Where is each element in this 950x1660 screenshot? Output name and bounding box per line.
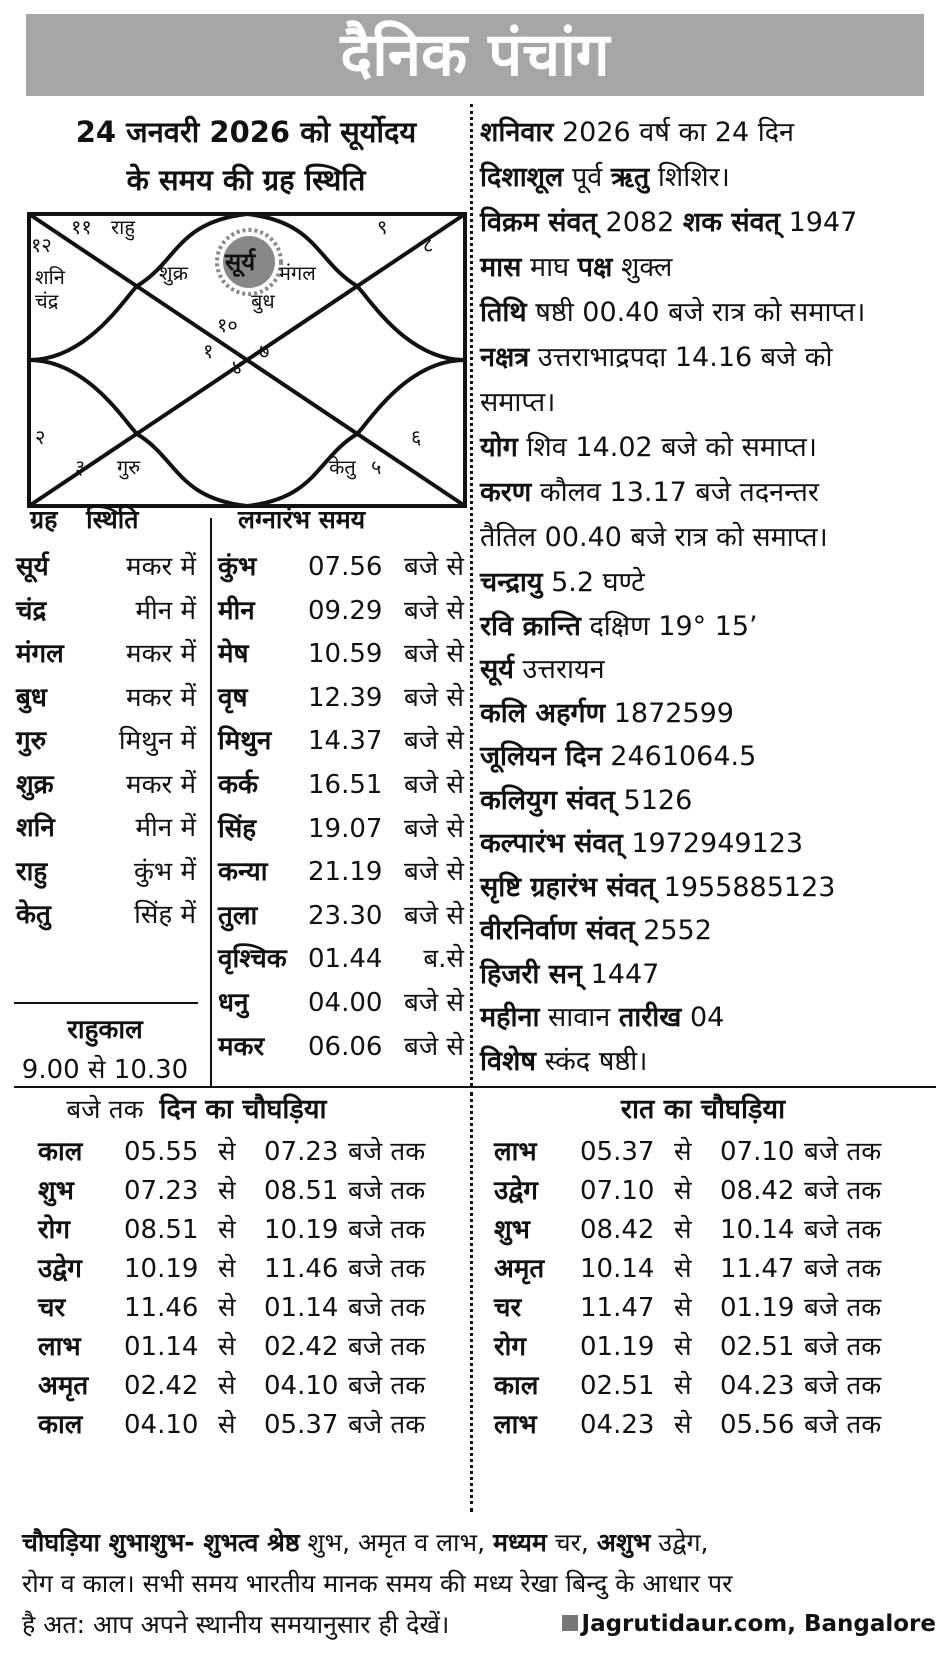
choghadiya-suffix: बजे तक [348, 1410, 426, 1440]
choghadiya-se: से [218, 1410, 236, 1440]
panchang-value: शिशिर। [649, 162, 730, 193]
graha-name: चंद्र [16, 595, 47, 626]
chart-heading-line1: 24 जनवरी 2026 को सूर्योदय [75, 115, 417, 149]
choghadiya-name: चर [38, 1293, 66, 1323]
choghadiya-to: 05.56 [720, 1410, 795, 1440]
choghadiya-name: रोग [38, 1215, 71, 1245]
choghadiya-row [494, 1171, 914, 1212]
lagna-time: 21.19 [308, 857, 383, 888]
house-7-label: ७ [259, 339, 270, 363]
panchang-line [480, 647, 935, 691]
lagna-time: 06.06 [308, 1031, 383, 1062]
choghadiya-to: 07.10 [720, 1137, 795, 1167]
lagna-name: सिंह [218, 813, 257, 844]
footer-key: अशुभ [596, 1528, 651, 1557]
lagna-row [218, 806, 464, 852]
house-2-label: २ [35, 425, 46, 449]
panchang-key: विशेष [480, 1045, 536, 1077]
choghadiya-suffix: बजे तक [348, 1332, 426, 1362]
choghadiya-suffix: बजे तक [348, 1176, 426, 1206]
lagna-name: कुंभ [218, 552, 257, 582]
choghadiya-row [38, 1210, 458, 1251]
graha-name: मंगल [16, 639, 64, 669]
panchang-key: मास [480, 252, 522, 283]
panchang-details [480, 110, 935, 1082]
panchang-value: 1947 [780, 207, 858, 238]
graha-position: सिंह में [134, 900, 196, 930]
graha-row [16, 544, 196, 590]
choghadiya-to: 05.37 [264, 1410, 339, 1440]
panchang-line [480, 470, 935, 515]
choghadiya-se: से [218, 1293, 236, 1323]
choghadiya-name: रोग [494, 1332, 527, 1362]
panchang-value: शिव 14.02 बजे को समाप्त। [517, 432, 817, 463]
graha-position: मीन में [135, 813, 196, 843]
panchang-line [480, 200, 935, 245]
choghadiya-se: से [674, 1371, 692, 1401]
choghadiya-se: से [674, 1137, 692, 1167]
lagna-name: वृश्चिक [218, 944, 287, 975]
house-3-label: ३ [75, 455, 86, 479]
panchang-value: दक्षिण 19° 15’ [580, 610, 758, 642]
planet-budh: बुध [251, 289, 275, 313]
choghadiya-se: से [674, 1254, 692, 1284]
graha-position: मकर में [126, 639, 196, 669]
lagna-time: 09.29 [308, 595, 383, 626]
graha-row [16, 762, 196, 808]
choghadiya-to: 02.42 [264, 1332, 339, 1362]
choghadiya-from: 07.10 [580, 1176, 655, 1206]
choghadiya-from: 10.19 [124, 1254, 199, 1284]
planet-surya: सूर्य [225, 248, 256, 276]
footer-key: मध्यम [493, 1528, 547, 1557]
site-name: Jagrutidaur.com, Bangalore [581, 1611, 936, 1637]
graha-header-a: ग्रह [30, 505, 58, 534]
panchang-line [480, 335, 935, 380]
page-title: दैनिक पंचांग [26, 14, 924, 96]
panchang-key: सृष्टि ग्रहारंभ संवत् [480, 871, 656, 903]
choghadiya-se: से [674, 1410, 692, 1440]
panchang-line [480, 995, 935, 1039]
footer-note [22, 1522, 936, 1645]
choghadiya-se: से [674, 1293, 692, 1323]
lagna-suffix: बजे से [404, 900, 464, 931]
lagna-time: 07.56 [308, 552, 383, 582]
panchang-key: वीरनिर्वाण संवत् [480, 915, 635, 946]
panchang-key: चन्द्रायु [480, 567, 543, 598]
graha-position: मिथुन में [118, 726, 196, 756]
lagna-suffix: बजे से [404, 726, 464, 757]
choghadiya-name: लाभ [494, 1137, 537, 1167]
panchang-key: रवि क्रान्ति [480, 610, 581, 642]
choghadiya-to: 08.42 [720, 1176, 795, 1206]
graha-row [16, 675, 196, 721]
panchang-line [480, 778, 935, 822]
graha-row [16, 631, 196, 677]
panchang-line [480, 380, 935, 425]
choghadiya-to: 01.14 [264, 1293, 339, 1323]
choghadiya-suffix: बजे तक [348, 1254, 426, 1284]
house-6-label: ६ [411, 425, 422, 449]
chart-heading-line2: के समय की ग्रह स्थिति [126, 163, 366, 197]
choghadiya-row [38, 1366, 458, 1407]
choghadiya-row [38, 1249, 458, 1290]
choghadiya-to: 11.46 [264, 1254, 339, 1284]
choghadiya-row [494, 1132, 914, 1173]
panchang-value: 1447 [582, 958, 660, 990]
choghadiya-to: 11.47 [720, 1254, 795, 1284]
panchang-line [480, 245, 935, 290]
panchang-key: हिजरी सन् [480, 958, 583, 990]
panchang-line [480, 908, 935, 952]
lagna-time: 14.37 [308, 726, 383, 757]
choghadiya-to: 08.51 [264, 1176, 339, 1206]
panchang-key: करण [480, 477, 532, 508]
panchang-value: उत्तरायन [513, 654, 605, 685]
choghadiya-se: से [218, 1371, 236, 1401]
graha-position: मकर में [126, 682, 196, 713]
panchang-key: पक्ष [577, 252, 613, 283]
choghadiya-to: 04.23 [720, 1371, 795, 1401]
choghadiya-suffix: बजे तक [348, 1293, 426, 1323]
choghadiya-suffix: बजे तक [804, 1254, 882, 1284]
choghadiya-suffix: बजे तक [804, 1410, 882, 1440]
planet-mangal: मंगल [279, 261, 316, 285]
panchang-line [480, 691, 935, 735]
graha-name: सूर्य [16, 552, 49, 582]
choghadiya-suffix: बजे तक [804, 1137, 882, 1167]
lagna-suffix: बजे से [404, 1031, 464, 1062]
planet-shani: शनि [35, 265, 65, 289]
panchang-line [480, 110, 935, 155]
choghadiya-name: लाभ [494, 1410, 537, 1440]
house-5-label: ५ [371, 455, 382, 479]
panchang-line [480, 425, 935, 470]
panchang-key: कल्पारंभ संवत् [480, 828, 623, 859]
panchang-value: उत्तराभाद्रपदा 14.16 बजे को [529, 342, 833, 373]
lagna-name: धनु [218, 988, 249, 1018]
lagna-row [218, 762, 464, 808]
rahukaal-suffix: बजे तक [66, 1095, 144, 1125]
column-divider [470, 104, 473, 1086]
panchang-line [480, 952, 935, 996]
choghadiya-from: 02.42 [124, 1371, 199, 1401]
panchang-value: 1972949123 [622, 828, 804, 859]
choghadiya-se: से [674, 1332, 692, 1362]
panchang-value: सावान [539, 1002, 619, 1033]
choghadiya-to: 01.19 [720, 1293, 795, 1323]
choghadiya-se: से [218, 1332, 236, 1362]
panchang-value: कौलव 13.17 बजे तदनन्तर [531, 477, 819, 508]
lagna-row [218, 675, 464, 721]
graha-row [16, 718, 196, 764]
choghadiya-name: चर [494, 1293, 522, 1323]
panchang-value: स्कंद षष्ठी। [535, 1045, 648, 1077]
choghadiya-se: से [674, 1215, 692, 1245]
lagna-row [218, 849, 464, 895]
graha-name: केतु [16, 900, 51, 930]
panchang-value: शुक्ल [612, 252, 673, 283]
choghadiya-suffix: बजे तक [804, 1371, 882, 1401]
panchang-key: योग [480, 432, 518, 463]
graha-position: मकर में [126, 769, 196, 800]
graha-header-b: स्थिति [86, 505, 139, 534]
choghadiya-from: 11.46 [124, 1293, 199, 1323]
choghadiya-from: 07.23 [124, 1176, 199, 1206]
lagna-suffix: बजे से [404, 552, 464, 582]
choghadiya-from: 10.14 [580, 1254, 655, 1284]
graha-row [16, 849, 196, 895]
planet-ketu: केतु [329, 455, 356, 479]
choghadiya-row [494, 1249, 914, 1290]
panchang-value: 1872599 [605, 697, 734, 729]
panchang-value: 1955885123 [655, 871, 836, 903]
lagna-suffix: बजे से [404, 988, 464, 1018]
graha-position: मीन में [135, 595, 196, 626]
panchang-line [480, 604, 935, 648]
lagna-suffix: बजे से [404, 682, 464, 713]
panchang-key: तिथि [480, 297, 527, 328]
choghadiya-row [38, 1405, 458, 1446]
panchang-key: नक्षत्र [480, 342, 530, 373]
choghadiya-name: उद्वेग [494, 1176, 538, 1206]
panchang-line [480, 865, 935, 909]
choghadiya-from: 04.10 [124, 1410, 199, 1440]
panchang-line [480, 560, 935, 604]
choghadiya-from: 04.23 [580, 1410, 655, 1440]
footer-text: उद्वेग, [650, 1528, 709, 1557]
choghadiya-name: शुभ [38, 1176, 74, 1206]
panchang-value: माघ [521, 252, 578, 283]
choghadiya-name: उद्वेग [38, 1254, 82, 1284]
choghadiya-row [494, 1366, 914, 1407]
lagna-row [218, 936, 464, 982]
rahukaal-title: राहुकाल [67, 1015, 143, 1045]
house-9-label: ९ [377, 215, 388, 239]
panchang-value: समाप्त। [480, 387, 556, 418]
graha-row [16, 588, 196, 634]
choghadiya-se: से [218, 1215, 236, 1245]
choghadiya-divider [470, 1092, 473, 1512]
panchang-value: 5.2 घण्टे [542, 567, 645, 598]
house-12-label: १२ [31, 233, 52, 257]
rahukaal-divider [14, 1002, 198, 1004]
lagna-suffix: बजे से [404, 857, 464, 888]
lagna-row [218, 980, 464, 1026]
panchang-value: पूर्व [563, 162, 611, 193]
square-icon [562, 1615, 578, 1631]
footer-text: शुभ, अमृत व लाभ, [299, 1528, 493, 1557]
house-1-label: १० [217, 313, 238, 337]
choghadiya-from: 08.51 [124, 1215, 199, 1245]
lagna-name: मीन [218, 595, 255, 626]
choghadiya-name: अमृत [38, 1371, 89, 1401]
choghadiya-row [38, 1171, 458, 1212]
choghadiya-row [38, 1327, 458, 1368]
lagna-time: 10.59 [308, 639, 383, 670]
choghadiya-row [494, 1327, 914, 1368]
choghadiya-from: 05.37 [580, 1137, 655, 1167]
panchang-line [480, 734, 935, 778]
graha-position: कुंभ में [133, 856, 196, 887]
house-4-label: ४ [232, 355, 243, 379]
panchang-line [480, 290, 935, 335]
graha-name: शनि [16, 813, 55, 843]
graha-name: शुक्र [16, 769, 54, 800]
night-choghadiya-title: रात का चौघड़िया [620, 1094, 786, 1125]
choghadiya-suffix: बजे तक [804, 1293, 882, 1323]
choghadiya-suffix: बजे तक [348, 1137, 426, 1167]
graha-name: राहु [16, 856, 48, 887]
panchang-key: दिशाशूल [480, 162, 564, 193]
choghadiya-to: 07.23 [264, 1137, 339, 1167]
panchang-key: जूलियन दिन [480, 741, 602, 772]
lagna-name: तुला [218, 900, 258, 931]
choghadiya-se: से [674, 1176, 692, 1206]
panchang-key: सूर्य [480, 654, 514, 685]
lagna-suffix: बजे से [404, 595, 464, 626]
lagna-suffix: बजे से [404, 770, 464, 800]
planet-rahu: राहु [111, 215, 135, 239]
panchang-value: 2552 [634, 915, 712, 946]
graha-row [16, 892, 196, 938]
panchang-value: षष्ठी 00.40 बजे रात्र को समाप्त। [526, 297, 866, 328]
panchang-key: तारीख [618, 1002, 682, 1033]
choghadiya-suffix: बजे तक [348, 1215, 426, 1245]
lagna-row [218, 893, 464, 939]
choghadiya-row [494, 1210, 914, 1251]
panchang-key: महीना [480, 1002, 540, 1033]
choghadiya-to: 10.14 [720, 1215, 795, 1245]
choghadiya-name: काल [494, 1371, 539, 1401]
footer-line3: है अत: आप अपने स्थानीय समयानुसार ही देखें। [22, 1610, 450, 1639]
choghadiya-from: 02.51 [580, 1371, 655, 1401]
footer-text: चर, [546, 1528, 597, 1557]
lagna-row [218, 544, 464, 590]
planet-shukra: शुक्र [159, 261, 188, 285]
lagna-time: 01.44 [308, 944, 383, 975]
lagna-row [218, 631, 464, 677]
panchang-key: विक्रम संवत् [480, 207, 597, 238]
panchang-value: 5126 [614, 784, 693, 816]
graha-name: बुध [16, 682, 47, 713]
choghadiya-row [494, 1405, 914, 1446]
lagna-suffix: बजे से [404, 639, 464, 670]
panchang-key: शक संवत् [682, 207, 780, 238]
graha-position: मकर में [126, 552, 196, 582]
rahukaal-time: 9.00 से 10.30 [21, 1055, 189, 1085]
choghadiya-suffix: बजे तक [804, 1215, 882, 1245]
choghadiya-to: 10.19 [264, 1215, 339, 1245]
planet-chandra: चंद्र [35, 289, 59, 313]
panchang-key: ऋतु [610, 162, 650, 193]
kundli-chart [27, 212, 467, 508]
graha-table-header [30, 502, 139, 536]
lagna-time: 16.51 [308, 770, 383, 800]
footer-key: चौघड़िया शुभाशुभ- शुभत्व श्रेष्ठ [22, 1528, 300, 1557]
choghadiya-name: काल [38, 1410, 83, 1440]
panchang-line [480, 821, 935, 865]
choghadiya-to: 04.10 [264, 1371, 339, 1401]
choghadiya-from: 11.47 [580, 1293, 655, 1323]
site-credit [562, 1604, 936, 1645]
choghadiya-from: 01.14 [124, 1332, 199, 1362]
panchang-value: तैतिल 00.40 बजे रात्र को समाप्त। [480, 522, 828, 553]
lagna-name: कर्क [218, 770, 258, 800]
lagna-name: मिथुन [218, 726, 272, 757]
panchang-key: कलि अहर्गण [480, 697, 606, 729]
lagna-time: 19.07 [308, 813, 383, 844]
lagna-row [218, 1024, 464, 1070]
choghadiya-to: 02.51 [720, 1332, 795, 1362]
graha-row [16, 805, 196, 851]
house-8-label: ८ [423, 233, 434, 257]
lagna-row [218, 588, 464, 634]
panchang-value: 2082 [596, 207, 683, 238]
choghadiya-from: 08.42 [580, 1215, 655, 1245]
panchang-value: 04 [681, 1002, 725, 1033]
lagna-time: 23.30 [308, 900, 383, 931]
planet-guru: गुरु [117, 455, 141, 479]
choghadiya-name: अमृत [494, 1254, 545, 1284]
choghadiya-name: शुभ [494, 1215, 530, 1245]
chart-heading [26, 108, 466, 204]
choghadiya-from: 01.19 [580, 1332, 655, 1362]
choghadiya-name: लाभ [38, 1332, 81, 1362]
lagna-name: वृष [218, 682, 248, 713]
choghadiya-name: काल [38, 1137, 83, 1167]
panchang-line [480, 515, 935, 560]
panchang-value: 2461064.5 [601, 741, 757, 772]
panchang-value: 2026 वर्ष का 24 दिन [553, 117, 795, 148]
lagna-name: मेष [218, 639, 249, 670]
choghadiya-suffix: बजे तक [348, 1371, 426, 1401]
panchang-key: शनिवार [480, 117, 554, 148]
day-choghadiya-title: दिन का चौघड़िया [159, 1094, 327, 1125]
lagna-time: 04.00 [308, 988, 383, 1018]
choghadiya-row [494, 1288, 914, 1329]
choghadiya-row [38, 1288, 458, 1329]
panchang-line [480, 1039, 935, 1083]
footer-line1 [22, 1522, 936, 1563]
house-11-label: ११ [71, 215, 92, 239]
lagna-table-header: लग्नारंभ समय [238, 505, 366, 534]
house-1b-label: १ [203, 339, 214, 363]
panchang-line [480, 155, 935, 200]
lagna-time: 12.39 [308, 682, 383, 713]
choghadiya-from: 05.55 [124, 1137, 199, 1167]
table-divider [210, 518, 212, 1086]
footer-line2: रोग व काल। सभी समय भारतीय मानक समय की मध्य रेखा बिन्दु के आधार पर [22, 1569, 733, 1598]
lagna-suffix: बजे से [404, 813, 464, 844]
lagna-name: मकर [218, 1031, 265, 1062]
lagna-row [218, 718, 464, 764]
choghadiya-se: से [218, 1254, 236, 1284]
choghadiya-se: से [218, 1137, 236, 1167]
choghadiya-suffix: बजे तक [804, 1176, 882, 1206]
choghadiya-suffix: बजे तक [804, 1332, 882, 1362]
panchang-key: कलियुग संवत् [480, 784, 615, 816]
graha-name: गुरु [16, 726, 47, 756]
choghadiya-row [38, 1132, 458, 1173]
lagna-suffix: ब.से [423, 944, 464, 975]
lagna-name: कन्या [218, 857, 268, 888]
choghadiya-se: से [218, 1176, 236, 1206]
